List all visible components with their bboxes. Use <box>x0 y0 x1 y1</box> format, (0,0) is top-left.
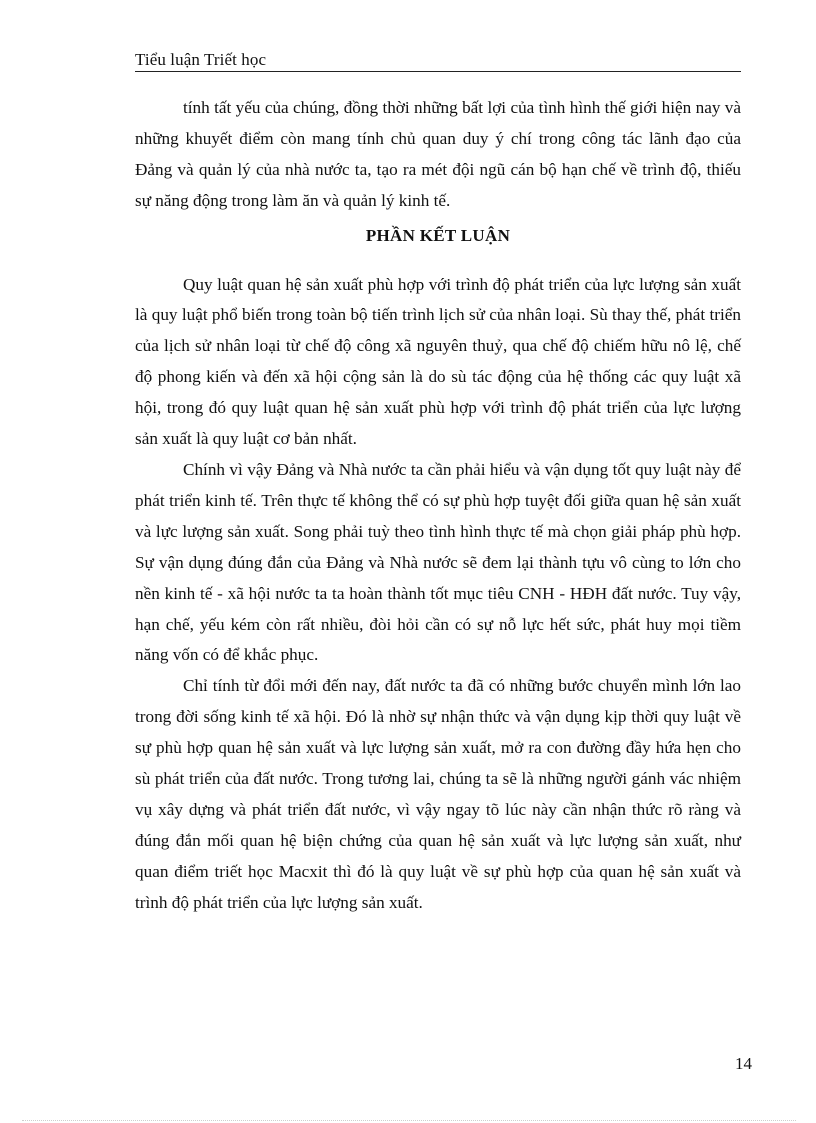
paragraph-2: Chính vì vậy Đảng và Nhà nước ta cần phải hiểu và vận dụng tốt quy luật này để phát triển kinh tế. Trên thực tế không thể có sự phù hợp tuyệt đối giữa quan hệ sản xuất và lực lượng sản xuất. Song phải tuỳ theo tình hình thực tế mà chọn giải pháp phù hợp. Sự vận dụng đúng đắn của Đảng và Nhà nước sẽ đem lại thành tựu vô cùng to lớn cho nền kinh tế - xã hội nước ta ta hoàn thành tốt mục tiêu CNH - HĐH đất nước. Tuy vậy, hạn chế, yếu kém còn rất nhiều, đòi hỏi cần có sự nỗ lực hết sức, phát huy mọi tiềm năng vốn có để khắc phục. <box>135 459 741 665</box>
paragraph-continuation: tính tất yếu của chúng, đồng thời những bất lợi của tình hình thế giới hiện nay và những khuyết điểm còn mang tính chủ quan duy ý chí trong công tác lãnh đạo của Đảng và quản lý của nhà nước ta, tạo ra mét đội ngũ cán bộ hạn chế về trình độ, thiếu sự năng động trong làm ăn và quản lý kinh tế. <box>135 98 741 210</box>
document-body <box>135 93 741 919</box>
header-title: Tiểu luận Triết học <box>135 50 267 69</box>
page-bottom-divider <box>22 1120 796 1121</box>
section-heading-conclusion: PHẦN KẾT LUẬN <box>365 225 511 245</box>
page-header <box>135 47 741 72</box>
paragraph-1: Quy luật quan hệ sản xuất phù hợp với trình độ phát triển của lực lượng sản xuất là quy luật phổ biến trong toàn bộ tiến trình lịch sử của nhân loại. Sù thay thế, phát triển của lịch sử nhân loại từ chế độ công xã nguyên thuỷ, qua chế độ chiếm hữu nô lệ, chế độ phong kiến và đến xã hội cộng sản là do sù tác động của hệ thống các quy luật xã hội, trong đó quy luật quan hệ sản xuất phù hợp với trình độ phát triển của lực lượng sản xuất là quy luật cơ bản nhất. <box>135 274 741 449</box>
paragraph-3: Chỉ tính từ đổi mới đến nay, đất nước ta đã có những bước chuyển mình lớn lao trong đời sống kinh tế xã hội. Đó là nhờ sự nhận thức và vận dụng kịp thời quy luật về sự phù hợp quan hệ sản xuất và lực lượng sản xuất, mở ra con đường đầy hứa hẹn cho sù phát triển của đất nước. Trong tương lai, chúng ta sẽ là những người gánh vác nhiệm vụ xây dựng và phát triển đất nước, vì vậy ngay tõ lúc này cần nhận thức rõ ràng và đúng đắn mối quan hệ biện chứng của quan hệ sản xuất và lực lượng sản xuất, như quan điểm triết học Macxit thì đó là quy luật về sự phù hợp của quan hệ sản xuất và trình độ phát triển của lực lượng sản xuất. <box>135 676 741 912</box>
page-number: 14 <box>735 1054 752 1073</box>
